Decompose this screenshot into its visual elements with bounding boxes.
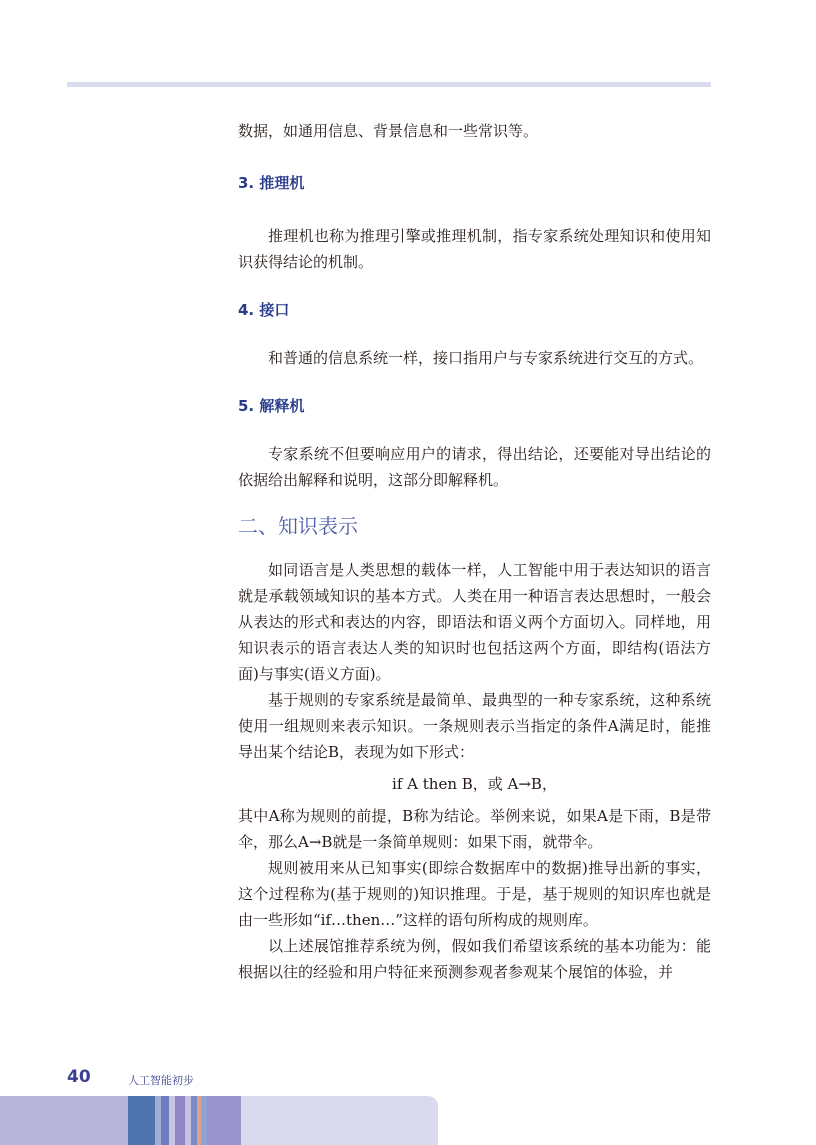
top-rule	[67, 82, 711, 87]
paragraph-rule-inference: 规则被用来从已知事实(即综合数据库中的数据)推导出新的事实，这个过程称为(基于规则的)知识推理。于是，基于规则的知识库也就是由一些形如“if…then…”这样的语句所构成的规则库。	[238, 859, 711, 929]
paragraph-continuation: 数据，如通用信息、背景信息和一些常识等。	[238, 122, 539, 140]
heading-interface: 4. 接口	[238, 301, 290, 319]
rule-formula: if A then B，或 A→B，	[392, 775, 557, 793]
heading-explainer: 5. 解释机	[238, 397, 305, 415]
paragraph-interface: 和普通的信息系统一样，接口指用户与专家系统进行交互的方式。	[268, 349, 704, 367]
paragraph-inference-engine: 推理机也称为推理引擎或推理机制，指专家系统处理知识和使用知识获得结论的机制。	[238, 227, 711, 271]
paragraph-rule-example: 其中A称为规则的前提，B称为结论。举例来说，如果A是下雨，B是带伞，那么A→B就是一条简单规则：如果下雨，就带伞。	[238, 807, 711, 851]
paragraph-knowledge-language: 如同语言是人类思想的载体一样，人工智能中用于表达知识的语言就是承载领域知识的基本方式。人类在用一种语言表达思想时，一般会从表达的形式和表达的内容，即语法和语义两个方面切入。同样地，用知识表示的语言表达人类的知识时也包括这两个方面，即结构(语法方面)与事实(语义方面)。	[238, 561, 711, 683]
section-title-knowledge-representation: 二、知识表示	[238, 514, 358, 538]
paragraph-exhibition-example: 以上述展馆推荐系统为例，假如我们希望该系统的基本功能为：能根据以往的经验和用户特征来预测参观者参观某个展馆的体验，并	[238, 937, 711, 981]
paragraph-explainer: 专家系统不但要响应用户的请求，得出结论，还要能对导出结论的依据给出解释和说明，这部分即解释机。	[238, 445, 711, 489]
page-number: 40	[67, 1067, 91, 1087]
footer-color-band	[0, 1096, 438, 1145]
book-title: 人工智能初步	[128, 1074, 194, 1087]
page-content	[238, 118, 711, 985]
heading-inference-engine: 3. 推理机	[238, 174, 305, 192]
paragraph-rule-based-system: 基于规则的专家系统是最简单、最典型的一种专家系统，这种系统使用一组规则来表示知识。一条规则表示当指定的条件A满足时，能推导出某个结论B，表现为如下形式：	[238, 691, 711, 761]
